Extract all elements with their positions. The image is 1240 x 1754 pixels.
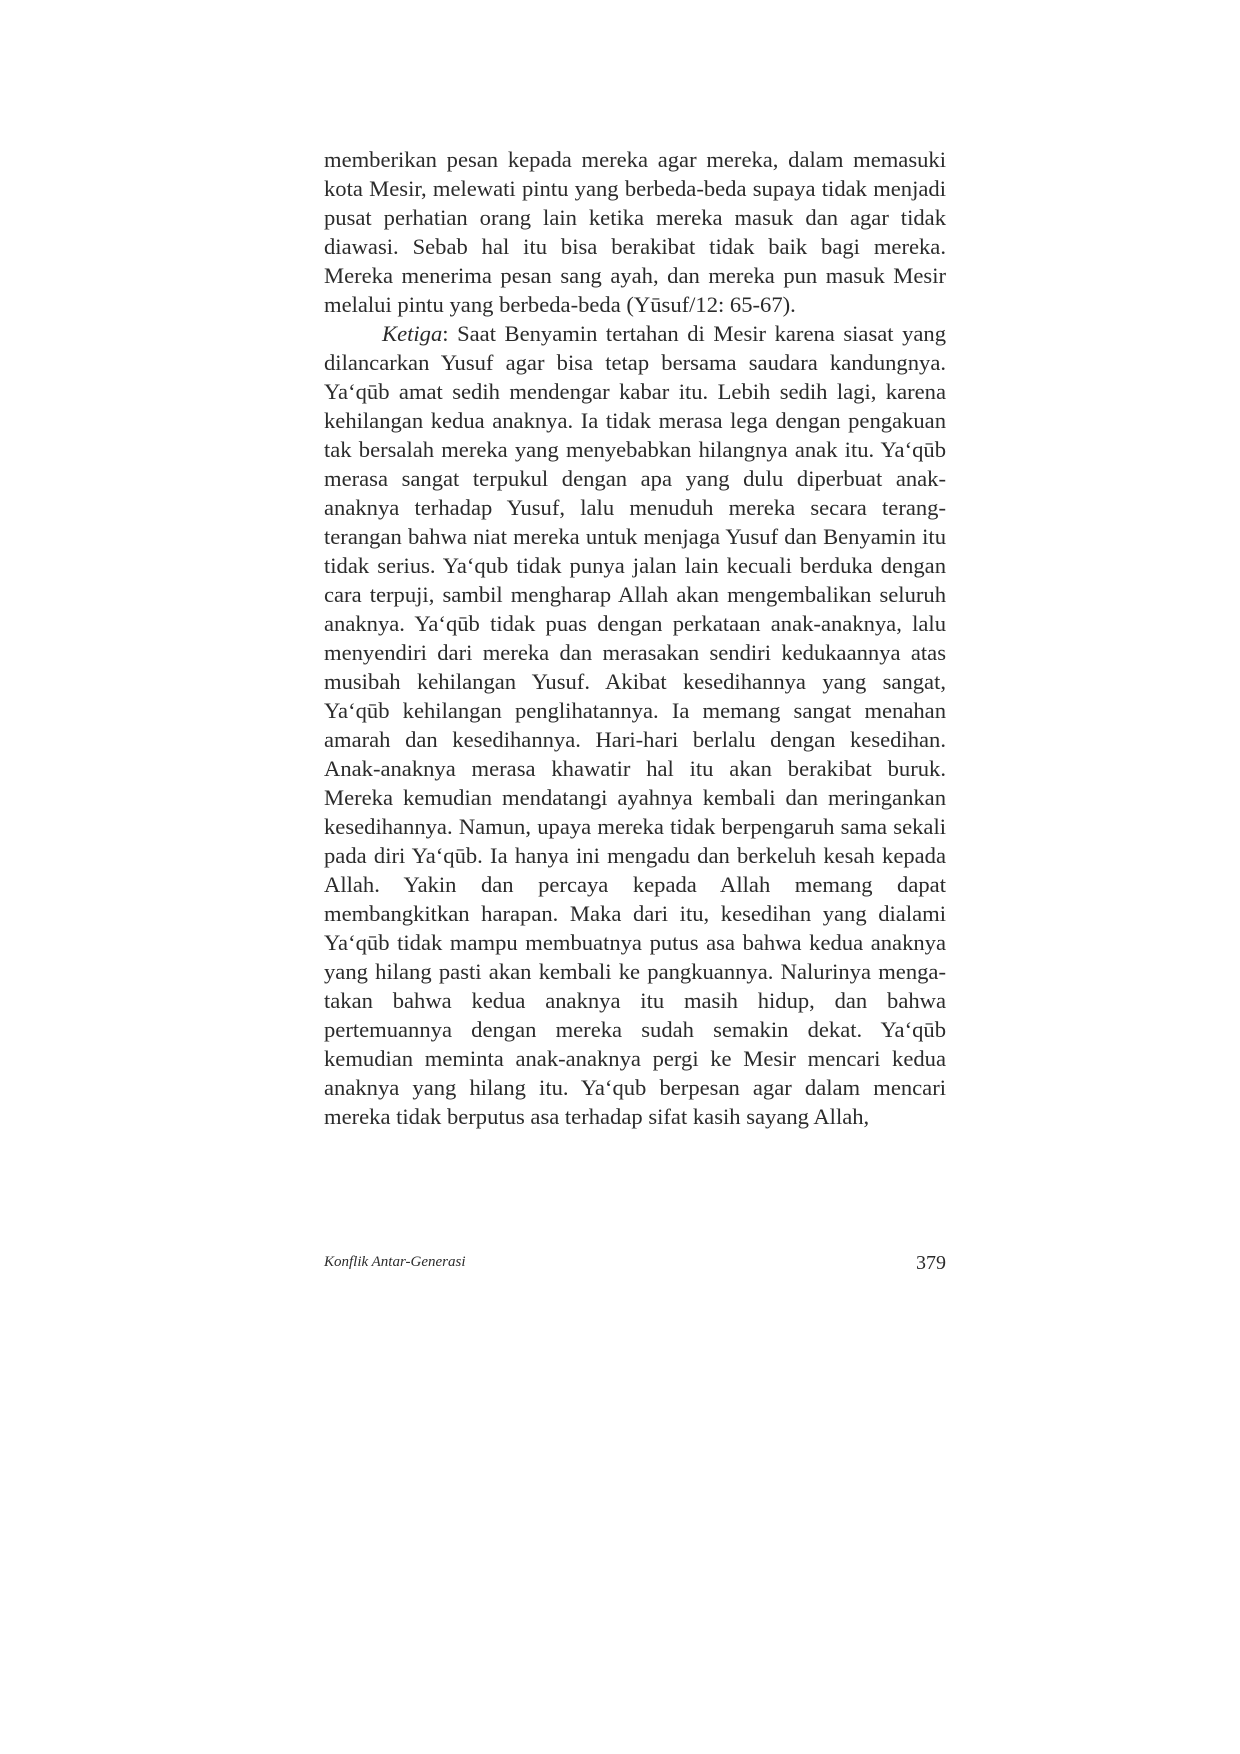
- paragraph-ketiga: [324, 319, 946, 1131]
- body-text: [324, 145, 946, 1131]
- page-number: 379: [916, 1252, 946, 1274]
- running-title: Konflik Antar-Generasi: [324, 1254, 466, 1270]
- paragraph-continued: memberikan pesan kepada mereka agar mereka, dalam memasuki kota Mesir, melewati pintu yang berbeda-beda supaya tidak menjadi pusat perhatian orang lain ketika mereka masuk dan agar tidak diawasi. Sebab hal itu bisa berakibat tidak baik bagi mereka. Mereka menerima pesan sang ayah, dan mereka pun masuk Mesir melalui pintu yang berbeda-beda (Yūsuf/12: 65-67).: [324, 147, 946, 317]
- paragraph-body: : Saat Benyamin tertahan di Mesir karena siasat yang dilancarkan Yusuf agar bisa tetap bersama saudara kandungnya. Ya‘qūb amat sedih mendengar kabar itu. Lebih sedih lagi, karena kehilangan kedua anaknya. Ia tidak merasa lega dengan pengakuan tak bersalah mereka yang menyebabkan hilangnya anak itu. Ya‘qūb merasa sangat terpukul dengan apa yang dulu diperbuat anak-anaknya terhadap Yusuf, lalu menuduh mereka secara terang-terangan bahwa niat mereka untuk menjaga Yusuf dan Benyamin itu tidak serius. Ya‘qub tidak punya jalan lain kecuali berduka dengan cara terpuji, sambil mengharap Allah akan mengembalikan seluruh anaknya. Ya‘qūb tidak puas dengan perkataan anak-anaknya, lalu menyendiri dari mereka dan merasakan sendiri kedukaannya atas musibah kehilangan Yusuf. Akibat kesedihannya yang sangat, Ya‘qūb kehilangan penglihatannya. Ia memang sangat menahan amarah dan kesedihannya. Hari-hari berlalu dengan kesedihan. Anak-anaknya merasa khawatir hal itu akan berakibat buruk. Mereka kemudian mendatangi ayahnya kembali dan meringankan kesedihannya. Namun, upaya mereka tidak berpengaruh sama sekali pada diri Ya‘qūb. Ia hanya ini mengadu dan berkeluh kesah kepada Allah. Yakin dan percaya kepada Allah memang dapat membangkitkan harapan. Maka dari itu, kesedihan yang dialami Ya‘qūb tidak mampu membuatnya putus asa bahwa kedua anaknya yang hilang pasti akan kembali ke pangkuannya. Nalurinya mengatakan bahwa kedua anaknya itu masih hidup, dan bahwa pertemuannya dengan mereka sudah semakin dekat. Ya‘qūb kemudian meminta anak-anaknya pergi ke Mesir mencari kedua anaknya yang hilang itu. Ya‘qub berpesan agar dalam mencari mereka tidak berputus asa terhadap sifat kasih sayang Allah,: [324, 321, 946, 1129]
- page-footer: [324, 1252, 946, 1276]
- paragraph-lead-word: Ketiga: [382, 321, 443, 346]
